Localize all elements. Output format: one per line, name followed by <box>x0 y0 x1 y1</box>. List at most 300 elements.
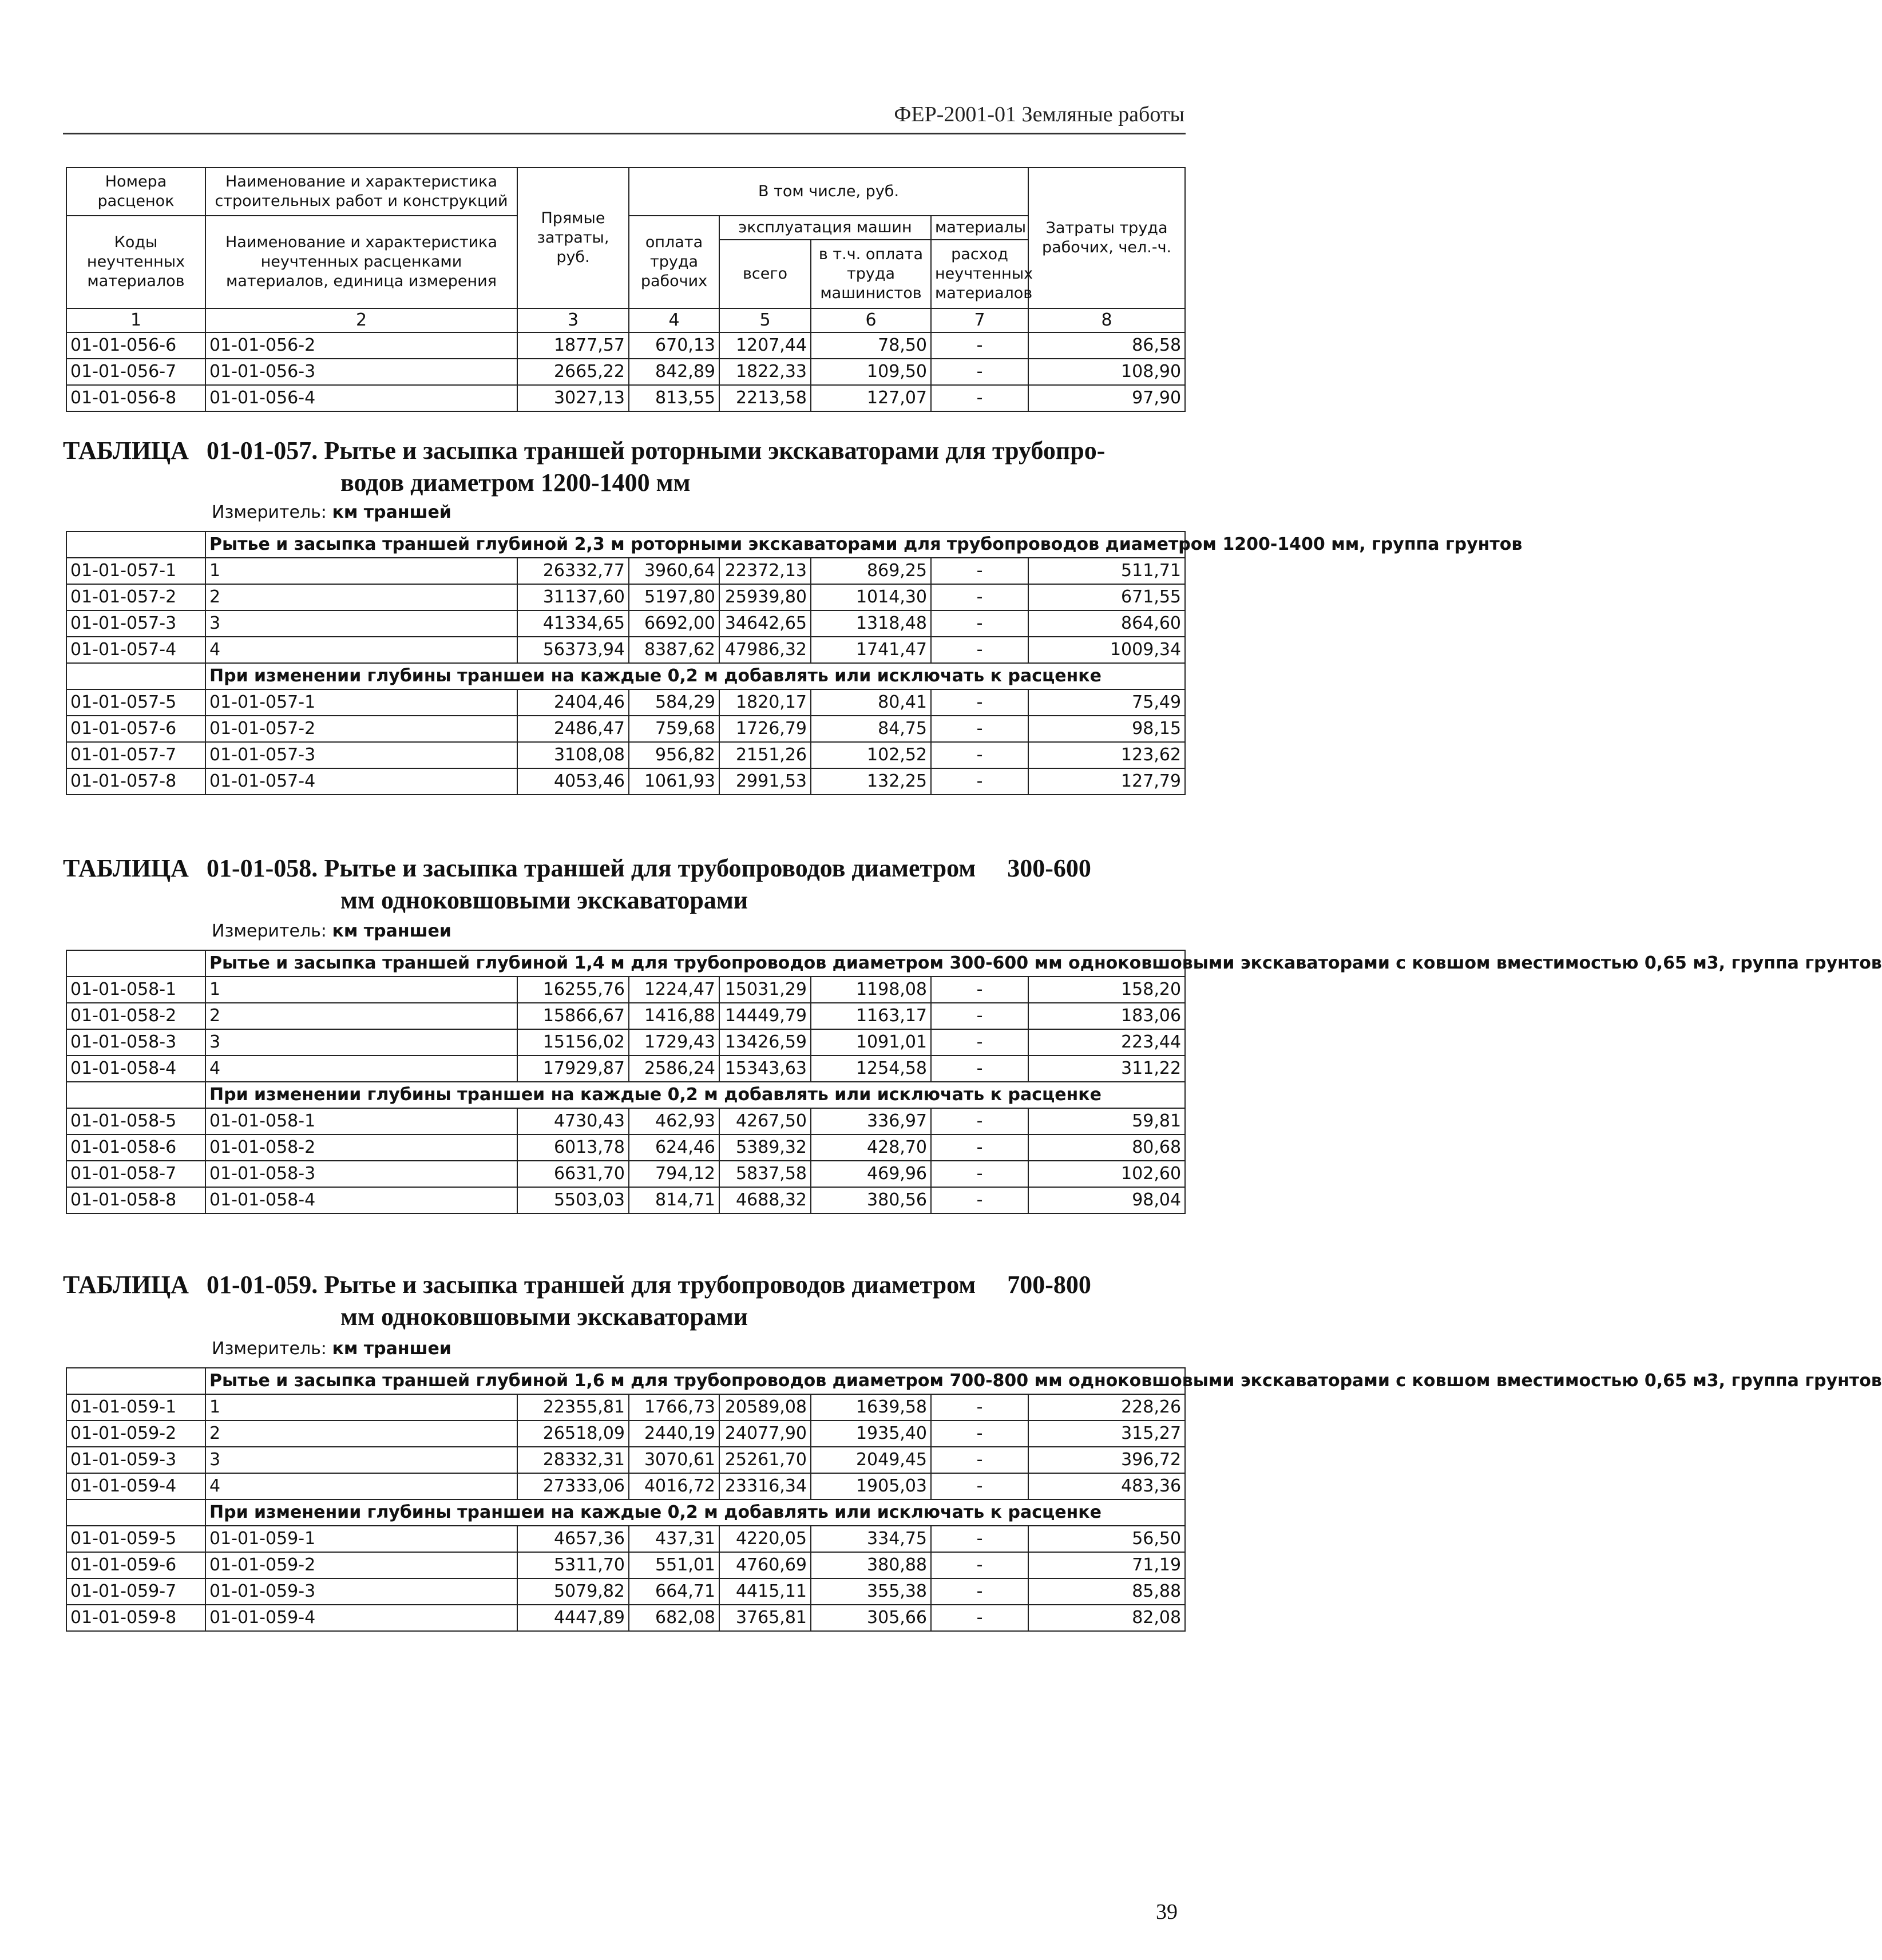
table-cell: - <box>931 1394 1028 1421</box>
table-cell: 23316,34 <box>719 1473 811 1499</box>
table-cell: 4016,72 <box>629 1473 719 1499</box>
table-cell: 01-01-056-4 <box>205 385 517 411</box>
table-cell: 1091,01 <box>811 1029 931 1056</box>
table-cell: 127,07 <box>811 385 931 411</box>
table-cell: - <box>931 385 1028 411</box>
table-cell: 3 <box>205 610 517 637</box>
table-row <box>66 558 1185 584</box>
table-cell: 380,88 <box>811 1552 931 1578</box>
table-cell: 6013,78 <box>517 1134 629 1161</box>
table-cell: - <box>931 716 1028 742</box>
table-cell: 842,89 <box>629 359 719 385</box>
table-cell: 759,68 <box>629 716 719 742</box>
table-cell: 01-01-057-6 <box>66 716 205 742</box>
table-cell: 01-01-059-4 <box>205 1605 517 1631</box>
col6-header: в т.ч. оплата труда машинистов <box>811 240 931 308</box>
table-cell: 4 <box>205 1056 517 1082</box>
table-058 <box>66 950 1882 1214</box>
table-cell: 15343,63 <box>719 1056 811 1082</box>
table-cell: 01-01-056-6 <box>66 332 205 359</box>
table-cell: 01-01-059-7 <box>66 1578 205 1605</box>
table-cell: 01-01-056-7 <box>66 359 205 385</box>
table-cell: 1224,47 <box>629 977 719 1003</box>
table-cell: - <box>931 558 1028 584</box>
group-heading: При изменении глубины траншеи на каждые 0,2 м добавлять или исключать к расценке <box>205 1082 1185 1108</box>
table-cell: 17929,87 <box>517 1056 629 1082</box>
table-row <box>66 637 1185 663</box>
table-cell: 1318,48 <box>811 610 931 637</box>
table-cell: 01-01-057-3 <box>66 610 205 637</box>
table-cell: 223,44 <box>1028 1029 1185 1056</box>
table-label: ТАБЛИЦА <box>63 1271 189 1299</box>
table-cell: 355,38 <box>811 1578 931 1605</box>
table-row <box>66 1526 1185 1552</box>
table-cell: 1726,79 <box>719 716 811 742</box>
table-cell: - <box>931 1578 1028 1605</box>
meter-label: Измеритель: <box>212 502 327 522</box>
meter-unit: км траншей <box>332 502 451 522</box>
table-cell: 127,79 <box>1028 768 1185 795</box>
table-cell: 2586,24 <box>629 1056 719 1082</box>
table-cell: 2 <box>205 1003 517 1029</box>
table-cell: 01-01-057-2 <box>205 716 517 742</box>
table-058-meter <box>212 921 451 941</box>
table-cell: 15156,02 <box>517 1029 629 1056</box>
table-row <box>66 716 1185 742</box>
page-number: 39 <box>1156 1900 1178 1924</box>
column-number: 5 <box>719 308 811 332</box>
table-cell: 483,36 <box>1028 1473 1185 1499</box>
table-cell: 01-01-057-4 <box>205 768 517 795</box>
table-label: ТАБЛИЦА <box>63 854 189 882</box>
table-cell: 3 <box>205 1029 517 1056</box>
table-cell: 1014,30 <box>811 584 931 610</box>
table-cell: 01-01-058-5 <box>66 1108 205 1134</box>
table-cell: 396,72 <box>1028 1447 1185 1473</box>
table-cell: 4657,36 <box>517 1526 629 1552</box>
table-row <box>66 1161 1185 1187</box>
group-heading-row <box>66 663 1185 689</box>
table-cell: 123,62 <box>1028 742 1185 768</box>
table-cell: 01-01-059-5 <box>66 1526 205 1552</box>
table-cell: 01-01-057-4 <box>66 637 205 663</box>
col2-top-header: Наименование и характеристика строительных работ и конструкций <box>205 168 517 216</box>
table-cell: 98,04 <box>1028 1187 1185 1213</box>
table-cell: 27333,06 <box>517 1473 629 1499</box>
column-number: 6 <box>811 308 931 332</box>
table-cell: 14449,79 <box>719 1003 811 1029</box>
table-cell: 01-01-057-8 <box>66 768 205 795</box>
col4-header: оплата труда рабочих <box>629 216 719 308</box>
table-cell: 20589,08 <box>719 1394 811 1421</box>
table-cell: 1009,34 <box>1028 637 1185 663</box>
table-cell: 01-01-059-3 <box>205 1578 517 1605</box>
table-cell: 664,71 <box>629 1578 719 1605</box>
table-cell: 4730,43 <box>517 1108 629 1134</box>
table-cell: 01-01-059-2 <box>205 1552 517 1578</box>
running-title: ФЕР-2001-01 Земляные работы <box>894 102 1184 126</box>
table-cell: 25939,80 <box>719 584 811 610</box>
table-cell: - <box>931 637 1028 663</box>
table-cell: 26332,77 <box>517 558 629 584</box>
group-heading: При изменении глубины траншеи на каждые 0,2 м добавлять или исключать к расценке <box>205 663 1185 689</box>
table-cell: 315,27 <box>1028 1421 1185 1447</box>
table-cell: - <box>931 1447 1028 1473</box>
table-cell: 813,55 <box>629 385 719 411</box>
table-cell: - <box>931 1108 1028 1134</box>
table-cell: 01-01-058-8 <box>66 1187 205 1213</box>
table-cell: 682,08 <box>629 1605 719 1631</box>
table-cell: 01-01-058-4 <box>66 1056 205 1082</box>
column-number: 4 <box>629 308 719 332</box>
col5-header: всего <box>719 240 811 308</box>
blank-cell <box>66 950 205 977</box>
table-cell: - <box>931 742 1028 768</box>
table-cell: 869,25 <box>811 558 931 584</box>
table-cell: 1935,40 <box>811 1421 931 1447</box>
table-cell: 98,15 <box>1028 716 1185 742</box>
column-number: 3 <box>517 308 629 332</box>
table-cell: 5197,80 <box>629 584 719 610</box>
table-cell: 41334,65 <box>517 610 629 637</box>
table-cell: 1416,88 <box>629 1003 719 1029</box>
group-heading: Рытье и засыпка траншей глубиной 2,3 м роторными экскаваторами для трубопроводов диаметром 1200-1400 мм, группа грунтов <box>205 531 1185 558</box>
table-cell: 28332,31 <box>517 1447 629 1473</box>
table-cell: - <box>931 689 1028 716</box>
table-cell: 78,50 <box>811 332 931 359</box>
table-cell: - <box>931 610 1028 637</box>
table-row <box>66 332 1185 359</box>
table-cell: 4688,32 <box>719 1187 811 1213</box>
table-cell: 3765,81 <box>719 1605 811 1631</box>
table-cell: 26518,09 <box>517 1421 629 1447</box>
table-row <box>66 689 1185 716</box>
table-cell: 80,41 <box>811 689 931 716</box>
table-cell: 01-01-058-1 <box>205 1108 517 1134</box>
table-cell: 16255,76 <box>517 977 629 1003</box>
table-cell: 01-01-057-2 <box>66 584 205 610</box>
group-heading-row <box>66 1082 1185 1108</box>
blank-cell <box>66 663 205 689</box>
table-cell: 4415,11 <box>719 1578 811 1605</box>
table-cell: - <box>931 768 1028 795</box>
table-row <box>66 1473 1185 1499</box>
table-cell: 01-01-058-1 <box>66 977 205 1003</box>
blank-cell <box>66 1082 205 1108</box>
table-cell: 1741,47 <box>811 637 931 663</box>
table-cell: 24077,90 <box>719 1421 811 1447</box>
table-row <box>66 1447 1185 1473</box>
table-059-title <box>63 1269 1184 1333</box>
table-057 <box>66 531 1523 795</box>
table-cell: 3 <box>205 1447 517 1473</box>
table-cell: 6631,70 <box>517 1161 629 1187</box>
table-cell: 2151,26 <box>719 742 811 768</box>
col1-bottom-header: Коды неучтенных материалов <box>66 216 205 308</box>
table-cell: 15866,67 <box>517 1003 629 1029</box>
table-057-title <box>63 435 1184 499</box>
table-cell: 334,75 <box>811 1526 931 1552</box>
table-cell: 102,52 <box>811 742 931 768</box>
table-cell: 01-01-056-2 <box>205 332 517 359</box>
group-heading: Рытье и засыпка траншей глубиной 1,4 м для трубопроводов диаметром 300-600 мм одноковшовыми экскаваторами с ковшом вместимостью 0,65 м3, группа грунтов <box>205 950 1185 977</box>
table-cell: 1877,57 <box>517 332 629 359</box>
table-cell: 01-01-058-2 <box>66 1003 205 1029</box>
table-cell: 794,12 <box>629 1161 719 1187</box>
table-cell: 01-01-058-4 <box>205 1187 517 1213</box>
table-cell: 01-01-058-3 <box>205 1161 517 1187</box>
column-number: 7 <box>931 308 1028 332</box>
table-cell: 5311,70 <box>517 1552 629 1578</box>
table-cell: 01-01-059-4 <box>66 1473 205 1499</box>
table-cell: 75,49 <box>1028 689 1185 716</box>
title-line: Рытье и засыпка траншей для трубопроводов диаметром 700-800 <box>324 1271 1091 1299</box>
title-line: водов диаметром 1200-1400 мм <box>340 469 691 497</box>
table-cell: 311,22 <box>1028 1056 1185 1082</box>
table-cell: - <box>931 584 1028 610</box>
table-cell: 1 <box>205 1394 517 1421</box>
table-cell: 228,26 <box>1028 1394 1185 1421</box>
column-number: 8 <box>1028 308 1185 332</box>
table-cell: - <box>931 1473 1028 1499</box>
table-cell: 1061,93 <box>629 768 719 795</box>
table-cell: 8387,62 <box>629 637 719 663</box>
table-cell: 59,81 <box>1028 1108 1185 1134</box>
table-cell: 437,31 <box>629 1526 719 1552</box>
meter-unit: км траншеи <box>332 1339 451 1359</box>
group-heading-row <box>66 1368 1185 1394</box>
table-cell: 670,13 <box>629 332 719 359</box>
table-cell: 01-01-057-7 <box>66 742 205 768</box>
table-cell: 01-01-058-7 <box>66 1161 205 1187</box>
table-cell: 2440,19 <box>629 1421 719 1447</box>
table-cell: - <box>931 1161 1028 1187</box>
table-057-meter <box>212 502 451 522</box>
table-cell: 4267,50 <box>719 1108 811 1134</box>
table-cell: - <box>931 1552 1028 1578</box>
table-cell: 01-01-058-3 <box>66 1029 205 1056</box>
table-cell: 469,96 <box>811 1161 931 1187</box>
table-cell: - <box>931 1421 1028 1447</box>
table-cell: 01-01-057-1 <box>66 558 205 584</box>
col3-header: Прямые затраты, руб. <box>517 168 629 308</box>
table-cell: 13426,59 <box>719 1029 811 1056</box>
table-cell: - <box>931 332 1028 359</box>
title-line: мм одноковшовыми экскаваторами <box>340 886 748 914</box>
table-cell: 380,56 <box>811 1187 931 1213</box>
title-line: мм одноковшовыми экскаваторами <box>340 1303 748 1331</box>
table-cell: 4447,89 <box>517 1605 629 1631</box>
table-cell: 1905,03 <box>811 1473 931 1499</box>
table-row <box>66 1421 1185 1447</box>
blank-cell <box>66 1368 205 1394</box>
table-cell: 1207,44 <box>719 332 811 359</box>
col1-top-header: Номера расценок <box>66 168 205 216</box>
group-heading-row <box>66 531 1185 558</box>
table-cell: 6692,00 <box>629 610 719 637</box>
table-cell: 47986,32 <box>719 637 811 663</box>
including-header: В том числе, руб. <box>629 168 1028 216</box>
table-cell: - <box>931 977 1028 1003</box>
table-cell: 01-01-059-1 <box>66 1394 205 1421</box>
table-cell: 1820,17 <box>719 689 811 716</box>
table-cell: 01-01-056-8 <box>66 385 205 411</box>
table-cell: - <box>931 1134 1028 1161</box>
table-cell: 80,68 <box>1028 1134 1185 1161</box>
column-numbers-row <box>66 308 1185 332</box>
table-cell: 01-01-056-3 <box>205 359 517 385</box>
table-cell: 2404,46 <box>517 689 629 716</box>
table-cell: 82,08 <box>1028 1605 1185 1631</box>
table-cell: 97,90 <box>1028 385 1185 411</box>
table-cell: 511,71 <box>1028 558 1185 584</box>
table-cell: 01-01-059-6 <box>66 1552 205 1578</box>
table-cell: - <box>931 1187 1028 1213</box>
header-table <box>66 167 1184 412</box>
table-cell: 183,06 <box>1028 1003 1185 1029</box>
table-cell: 428,70 <box>811 1134 931 1161</box>
table-cell: 132,25 <box>811 768 931 795</box>
table-cell: 01-01-059-8 <box>66 1605 205 1631</box>
table-cell: 01-01-058-2 <box>205 1134 517 1161</box>
meter-label: Измеритель: <box>212 921 327 941</box>
table-cell: 1163,17 <box>811 1003 931 1029</box>
table-cell: 5837,58 <box>719 1161 811 1187</box>
table-row <box>66 385 1185 411</box>
title-line: Рытье и засыпка траншей для трубопроводов диаметром 300-600 <box>324 854 1091 882</box>
table-cell: 305,66 <box>811 1605 931 1631</box>
table-cell: 01-01-058-6 <box>66 1134 205 1161</box>
table-cell: 3960,64 <box>629 558 719 584</box>
table-cell: 71,19 <box>1028 1552 1185 1578</box>
table-cell: 1729,43 <box>629 1029 719 1056</box>
table-cell: 15031,29 <box>719 977 811 1003</box>
header-rule <box>63 133 1186 134</box>
table-row <box>66 610 1185 637</box>
table-cell: 584,29 <box>629 689 719 716</box>
column-number: 1 <box>66 308 205 332</box>
table-059 <box>66 1367 1882 1632</box>
table-cell: 1766,73 <box>629 1394 719 1421</box>
table-row <box>66 359 1185 385</box>
table-cell: 2991,53 <box>719 768 811 795</box>
table-cell: 109,50 <box>811 359 931 385</box>
table-cell: 1 <box>205 558 517 584</box>
table-cell: 108,90 <box>1028 359 1185 385</box>
table-cell: 864,60 <box>1028 610 1185 637</box>
table-cell: 01-01-057-3 <box>205 742 517 768</box>
table-row <box>66 1605 1185 1631</box>
table-cell: 551,01 <box>629 1552 719 1578</box>
table-cell: 3070,61 <box>629 1447 719 1473</box>
table-058-title <box>63 852 1184 916</box>
table-cell: 4 <box>205 637 517 663</box>
table-cell: - <box>931 1526 1028 1552</box>
table-cell: - <box>931 1003 1028 1029</box>
table-cell: 01-01-059-1 <box>205 1526 517 1552</box>
table-number: 01-01-058. <box>207 854 318 882</box>
table-cell: 158,20 <box>1028 977 1185 1003</box>
table-cell: 85,88 <box>1028 1578 1185 1605</box>
table-row <box>66 977 1185 1003</box>
table-cell: 2486,47 <box>517 716 629 742</box>
materials-header: материалы <box>931 216 1028 240</box>
table-cell: 5079,82 <box>517 1578 629 1605</box>
table-cell: 56373,94 <box>517 637 629 663</box>
group-heading: При изменении глубины траншеи на каждые 0,2 м добавлять или исключать к расценке <box>205 1499 1185 1526</box>
table-cell: 336,97 <box>811 1108 931 1134</box>
table-cell: 4760,69 <box>719 1552 811 1578</box>
table-cell: 84,75 <box>811 716 931 742</box>
table-cell: 01-01-057-5 <box>66 689 205 716</box>
table-cell: 2049,45 <box>811 1447 931 1473</box>
table-cell: 814,71 <box>629 1187 719 1213</box>
table-cell: 01-01-059-3 <box>66 1447 205 1473</box>
table-cell: 2 <box>205 584 517 610</box>
table-cell: 3027,13 <box>517 385 629 411</box>
table-number: 01-01-059. <box>207 1271 318 1299</box>
table-cell: 22355,81 <box>517 1394 629 1421</box>
table-cell: 86,58 <box>1028 332 1185 359</box>
table-cell: 4053,46 <box>517 768 629 795</box>
col7-header: расход неучтенных материалов <box>931 240 1028 308</box>
table-cell: - <box>931 359 1028 385</box>
table-cell: 1639,58 <box>811 1394 931 1421</box>
table-cell: 5503,03 <box>517 1187 629 1213</box>
table-cell: 2213,58 <box>719 385 811 411</box>
table-row <box>66 742 1185 768</box>
col8-header: Затраты труда рабочих, чел.-ч. <box>1028 168 1185 308</box>
col2-bottom-header: Наименование и характеристика неучтенных расценками материалов, единица измерения <box>205 216 517 308</box>
table-cell: - <box>931 1029 1028 1056</box>
table-cell: - <box>931 1056 1028 1082</box>
meter-unit: км траншеи <box>332 921 451 941</box>
blank-cell <box>66 1499 205 1526</box>
table-cell: 22372,13 <box>719 558 811 584</box>
table-cell: 2 <box>205 1421 517 1447</box>
table-cell: 3108,08 <box>517 742 629 768</box>
title-line: Рытье и засыпка траншей роторными экскаваторами для трубопро- <box>324 437 1106 465</box>
table-cell: 2665,22 <box>517 359 629 385</box>
meter-label: Измеритель: <box>212 1339 327 1359</box>
table-number: 01-01-057. <box>207 437 318 465</box>
table-cell: - <box>931 1605 1028 1631</box>
table-cell: 5389,32 <box>719 1134 811 1161</box>
table-row <box>66 1134 1185 1161</box>
table-row <box>66 1056 1185 1082</box>
table-cell: 102,60 <box>1028 1161 1185 1187</box>
table-cell: 4 <box>205 1473 517 1499</box>
table-row <box>66 1552 1185 1578</box>
table-cell: 671,55 <box>1028 584 1185 610</box>
table-cell: 01-01-057-1 <box>205 689 517 716</box>
table-cell: 34642,65 <box>719 610 811 637</box>
blank-cell <box>66 531 205 558</box>
column-number: 2 <box>205 308 517 332</box>
table-cell: 4220,05 <box>719 1526 811 1552</box>
table-row <box>66 1187 1185 1213</box>
machines-header: эксплуатация машин <box>719 216 931 240</box>
table-row <box>66 1029 1185 1056</box>
table-cell: 56,50 <box>1028 1526 1185 1552</box>
table-row <box>66 1578 1185 1605</box>
table-cell: 462,93 <box>629 1108 719 1134</box>
table-label: ТАБЛИЦА <box>63 437 189 465</box>
table-cell: 1 <box>205 977 517 1003</box>
table-cell: 624,46 <box>629 1134 719 1161</box>
table-row <box>66 1394 1185 1421</box>
table-cell: 1822,33 <box>719 359 811 385</box>
